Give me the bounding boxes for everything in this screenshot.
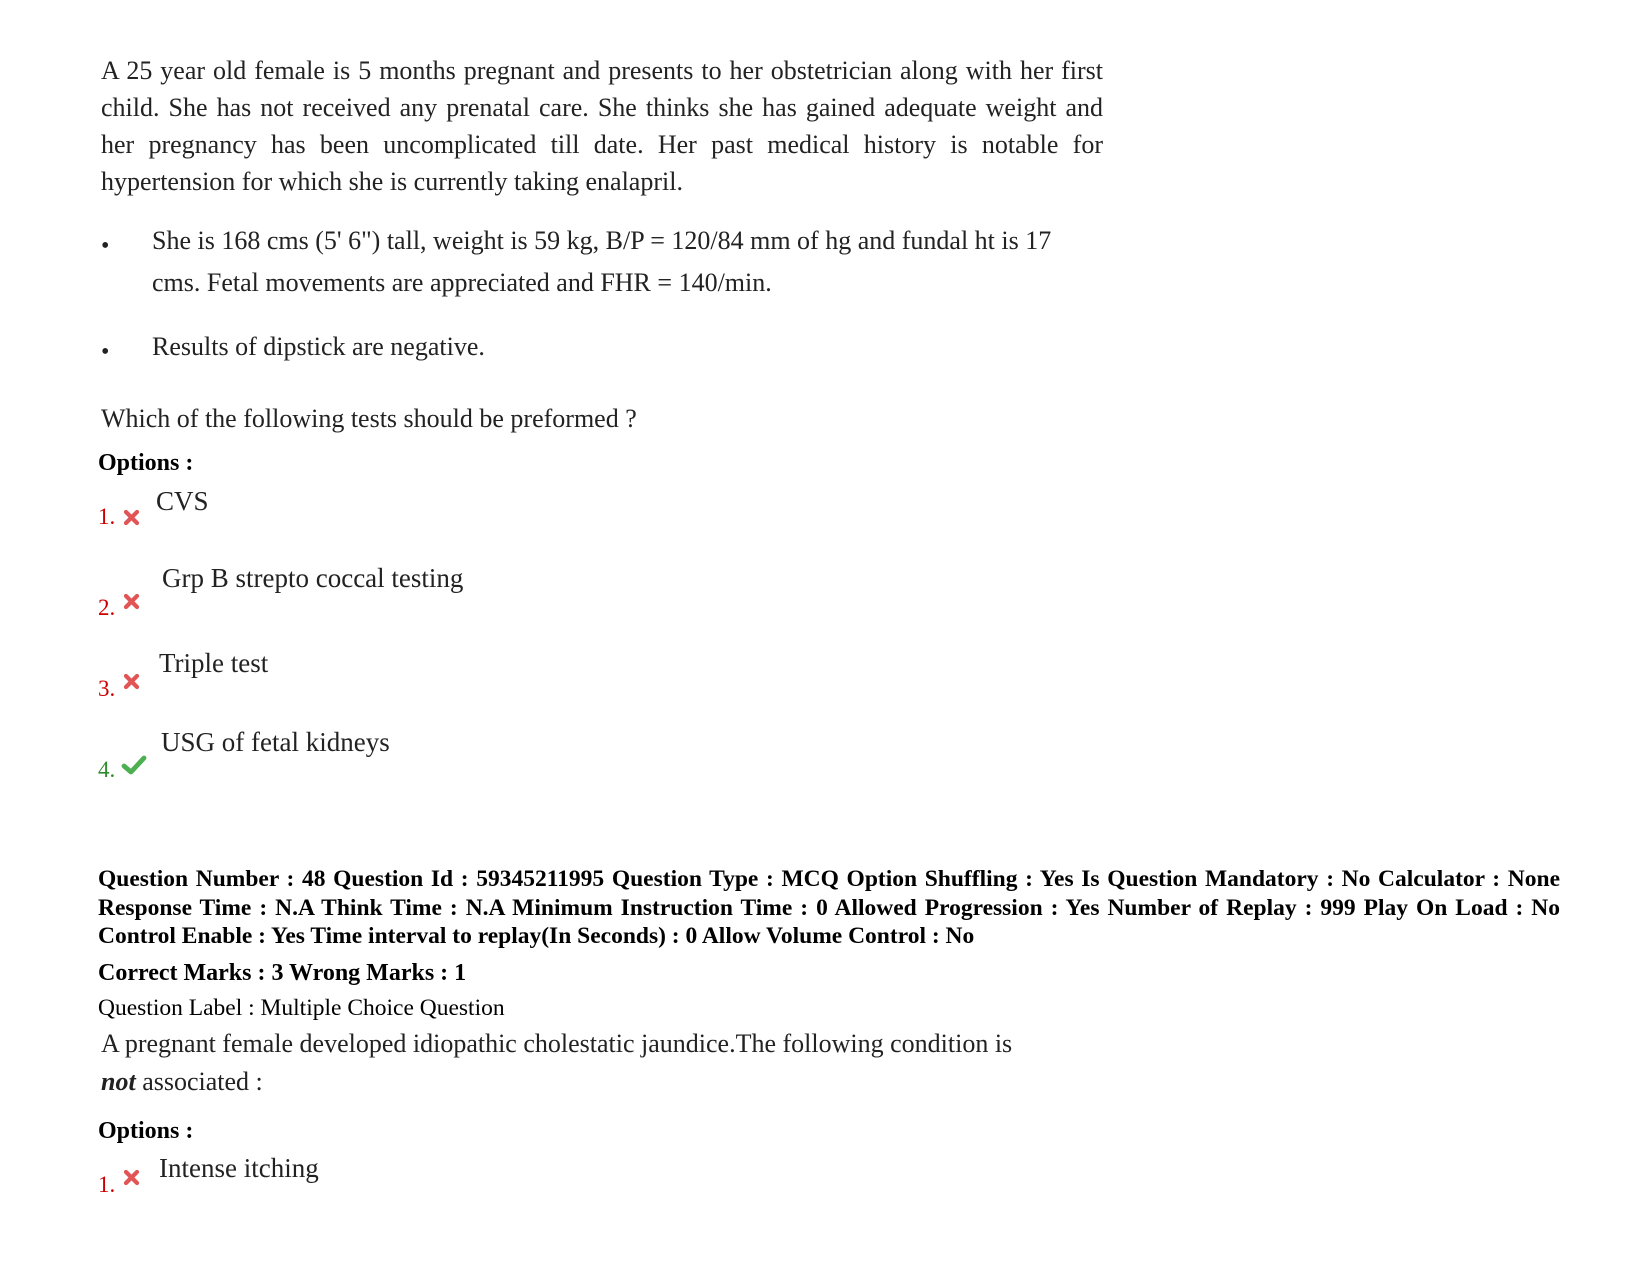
question-48-stem-emphasis: not	[101, 1067, 136, 1096]
option-text: USG of fetal kidneys	[161, 727, 390, 757]
question-48-stem-text-end: associated :	[142, 1067, 263, 1096]
cross-icon	[123, 508, 141, 526]
cross-icon	[123, 672, 141, 690]
check-icon	[121, 754, 147, 776]
options-label: Options :	[98, 450, 194, 476]
option-text: CVS	[156, 486, 209, 516]
options-label: Options :	[98, 1118, 194, 1144]
question-47-bullet-vitals: She is 168 cms (5' 6") tall, weight is 59 kg, B/P = 120/84 mm of hg and fundal ht is 17 cms. Fetal movements are appreciated and FHR = 140/min.	[152, 226, 1052, 297]
question-48-marks: Correct Marks : 3 Wrong Marks : 1	[98, 960, 467, 986]
option-number: 4.	[98, 757, 116, 782]
option-text: Intense itching	[159, 1153, 319, 1183]
option-text: Grp B strepto coccal testing	[162, 563, 464, 593]
option-number: 2.	[98, 595, 116, 620]
bullet-marker: •	[101, 339, 110, 365]
bullet-marker: •	[101, 233, 110, 259]
cross-icon	[123, 1168, 141, 1186]
question-47-stem: A 25 year old female is 5 months pregnant and presents to her obstetrician along with her first child. She has not received any prenatal care. She thinks she has gained adequate weight and her pregnancy has been uncomplicated till date. Her past medical history is notable for hypertension for which she is currently taking enalapril.	[101, 56, 1103, 196]
option-number: 1.	[98, 1172, 116, 1197]
question-48-label: Question Label : Multiple Choice Question	[98, 995, 505, 1021]
cross-icon	[123, 592, 141, 610]
question-48-metadata: Question Number : 48 Question Id : 59345211995 Question Type : MCQ Option Shuffling : Yes Is Question Mandatory : No Calculator : None Response Time : N.A Think Time : N.A Minimum Instruction Time : 0 Allowed Progression : Yes Number of Replay : 999 Play On Load : No Control Enable : Yes Time interval to replay(In Seconds) : 0 Allow Volume Control : No	[98, 866, 1560, 949]
question-47-prompt: Which of the following tests should be preformed ?	[101, 404, 637, 433]
option-number: 1.	[98, 504, 116, 529]
option-text: Triple test	[159, 648, 269, 678]
question-47-bullet-dipstick: Results of dipstick are negative.	[152, 332, 485, 361]
question-48-stem-text: A pregnant female developed idiopathic cholestatic jaundice.The following condition is	[101, 1029, 1013, 1058]
option-number: 3.	[98, 676, 116, 701]
question-48-stem	[101, 1025, 1103, 1101]
